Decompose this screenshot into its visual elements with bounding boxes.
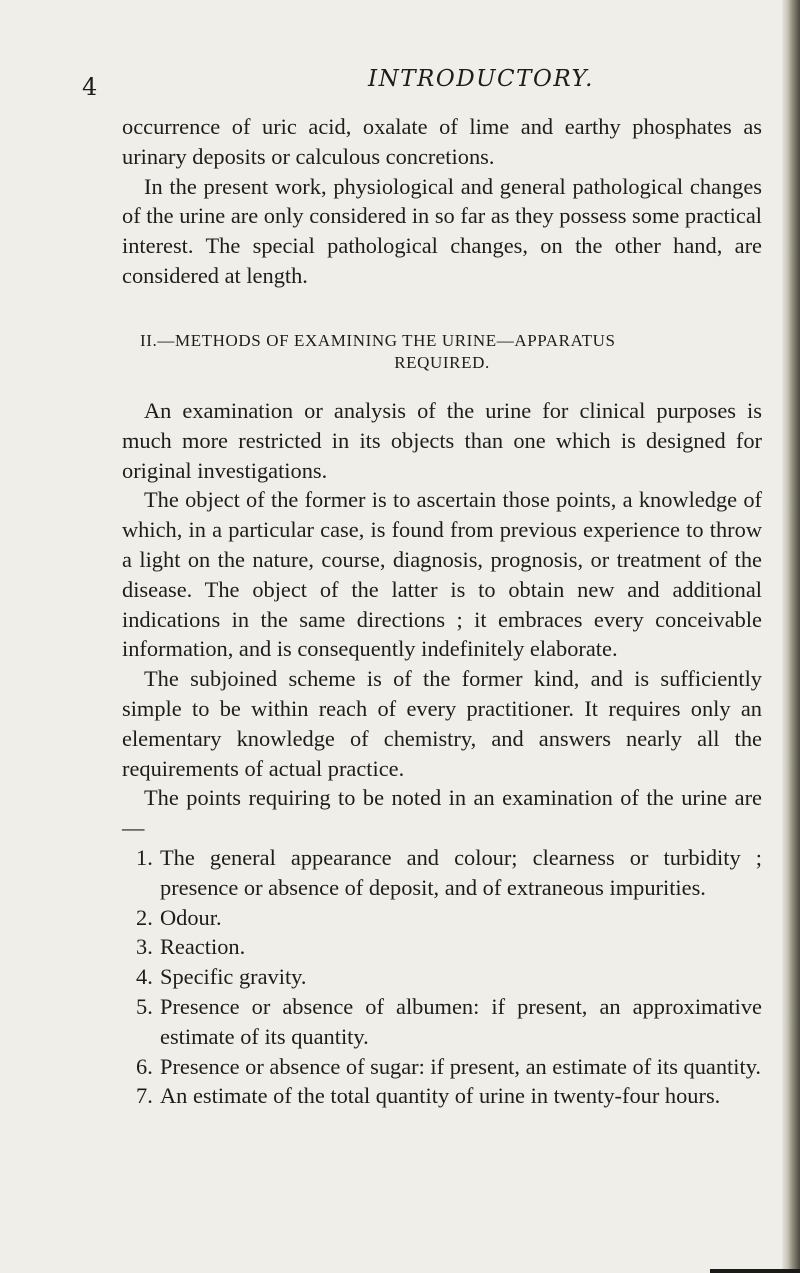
list-item: 1. The general appearance and colour; clearness or turbidity ; presence or absence of deposit, and of extraneous impurities.: [136, 844, 762, 900]
intro-text: [122, 112, 762, 291]
section-heading-line-1: II.—METHODS OF EXAMINING THE URINE—APPARATUS: [140, 331, 616, 350]
page-edge-bottom: [710, 1269, 800, 1273]
examination-points-list: [122, 843, 762, 1111]
body-paragraph-3: The subjoined scheme is of the former kind, and is sufficiently simple to be within reach of every practitioner. It requires only an elementary knowledge of chemistry, and answers nearly all the requirements of actual practice.: [122, 666, 762, 781]
list-item: 7. An estimate of the total quantity of urine in twenty-four hours.: [136, 1083, 721, 1109]
running-head: INTRODUCTORY.: [368, 66, 594, 92]
list-item: 2. Odour.: [136, 904, 222, 930]
page-number: 4: [82, 73, 98, 101]
section-heading: [122, 330, 762, 374]
list-item: 5. Presence or absence of albumen: if present, an approximative estimate of its quantity.: [136, 993, 762, 1049]
list-item: 3. Reaction.: [136, 934, 246, 960]
list-item: 4. Specific gravity.: [136, 964, 307, 990]
section-body: [122, 396, 762, 1111]
intro-paragraph-1: occurrence of uric acid, oxalate of lime and earthy phosphates as urinary deposits or calculous concretions.: [122, 114, 762, 169]
list-item: 6. Presence or absence of sugar: if present, an estimate of its quantity.: [136, 1053, 762, 1079]
section-heading-line-2: REQUIRED.: [394, 353, 490, 372]
body-paragraph-2: The object of the former is to ascertain those points, a knowledge of which, in a particular case, is found from previous experience to throw a light on the nature, course, diagnosis, prognosis, or treatment of the disease. The object of the latter is to obtain new and additional indications in the same directions ; it embraces every conceivable information, and is consequently indefinitely elaborate.: [122, 487, 762, 662]
body-paragraph-4: The points requiring to be noted in an examination of the urine are—: [122, 785, 762, 841]
body-paragraph-1: An examination or analysis of the urine for clinical purposes is much more restricted in its objects than one which is designed for original investigations.: [122, 398, 762, 483]
intro-paragraph-2: In the present work, physiological and general pathological changes of the urine are only considered in so far as they possess some practical interest. The special pathological changes, on the other hand, are considered at length.: [122, 173, 762, 288]
page-edge-shadow: [782, 0, 800, 1273]
